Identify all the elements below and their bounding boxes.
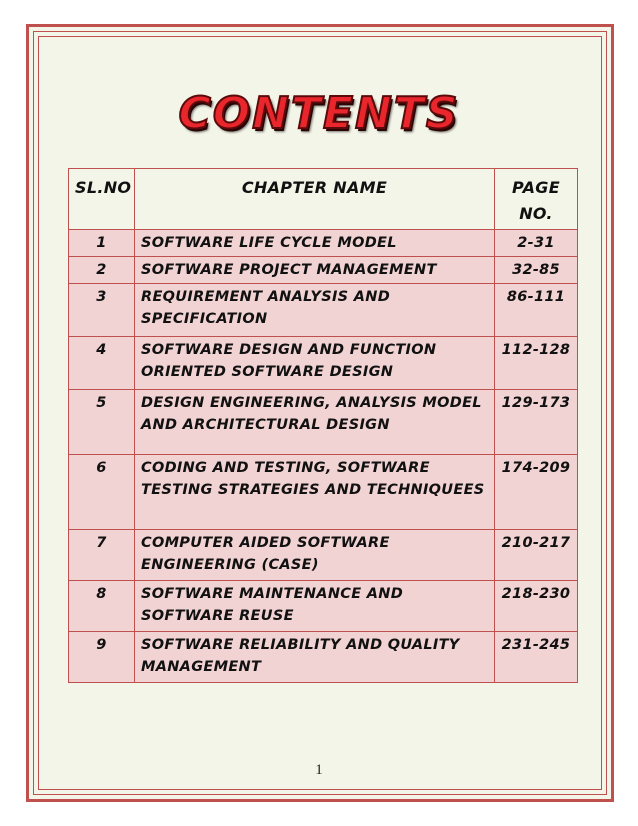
row-chapter-name: CODING AND TESTING, SOFTWARE TESTING STRATEGIES AND TECHNIQUEES (135, 455, 495, 530)
row-sl-no: 5 (69, 390, 135, 455)
title-container (0, 88, 638, 139)
row-page-range: 129-173 (495, 390, 578, 455)
row-page-range: 2-31 (495, 230, 578, 257)
row-page-range: 231-245 (495, 632, 578, 683)
row-sl-no: 3 (69, 284, 135, 337)
row-chapter-name: SOFTWARE LIFE CYCLE MODEL (135, 230, 495, 257)
row-page-range: 210-217 (495, 530, 578, 581)
row-page-range: 112-128 (495, 337, 578, 390)
row-sl-no: 2 (69, 257, 135, 284)
table-row (69, 455, 578, 530)
row-page-range: 32-85 (495, 257, 578, 284)
header-page-no: PAGE NO. (495, 169, 578, 230)
row-sl-no: 7 (69, 530, 135, 581)
row-chapter-name: DESIGN ENGINEERING, ANALYSIS MODEL AND ARCHITECTURAL DESIGN (135, 390, 495, 455)
row-chapter-name: COMPUTER AIDED SOFTWARE ENGINEERING (CASE) (135, 530, 495, 581)
table-row (69, 257, 578, 284)
table-row (69, 530, 578, 581)
contents-table (68, 168, 578, 683)
row-chapter-name: SOFTWARE MAINTENANCE AND SOFTWARE REUSE (135, 581, 495, 632)
row-page-range: 86-111 (495, 284, 578, 337)
row-page-range: 218-230 (495, 581, 578, 632)
row-sl-no: 8 (69, 581, 135, 632)
row-sl-no: 6 (69, 455, 135, 530)
row-chapter-name: SOFTWARE DESIGN AND FUNCTION ORIENTED SOFTWARE DESIGN (135, 337, 495, 390)
table-row (69, 337, 578, 390)
header-chapter-name: CHAPTER NAME (135, 169, 495, 230)
table-row (69, 284, 578, 337)
row-chapter-name: SOFTWARE RELIABILITY AND QUALITY MANAGEMENT (135, 632, 495, 683)
contents-title: CONTENTS (178, 88, 460, 139)
table-row (69, 581, 578, 632)
table-row (69, 632, 578, 683)
page-number: 1 (315, 762, 323, 778)
row-chapter-name: SOFTWARE PROJECT MANAGEMENT (135, 257, 495, 284)
header-sl-no: SL.NO (69, 169, 135, 230)
row-page-range: 174-209 (495, 455, 578, 530)
row-sl-no: 1 (69, 230, 135, 257)
row-chapter-name: REQUIREMENT ANALYSIS AND SPECIFICATION (135, 284, 495, 337)
row-sl-no: 9 (69, 632, 135, 683)
table-header-row (69, 169, 578, 230)
table-row (69, 390, 578, 455)
table-row (69, 230, 578, 257)
row-sl-no: 4 (69, 337, 135, 390)
